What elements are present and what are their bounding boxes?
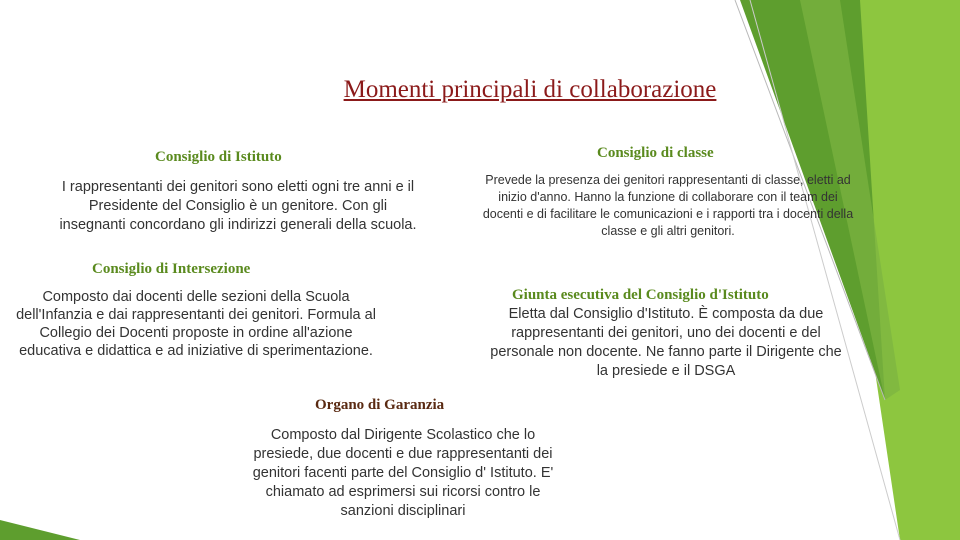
slide-title: Momenti principali di collaborazione (343, 76, 717, 103)
heading-consiglio-intersezione: Consiglio di Intersezione (92, 261, 251, 277)
heading-organo-garanzia: Organo di Garanzia (315, 397, 445, 413)
text-consiglio-istituto: I rappresentanti dei genitori sono eletti ogni tre anni e il Presidente del Consiglio è un genitore. Con gli insegnanti concordano gli indirizzi generali della scuola. (59, 179, 417, 233)
heading-consiglio-istituto: Consiglio di Istituto (155, 149, 282, 165)
bottom-left-green-corner (0, 520, 80, 540)
text-giunta-esecutiva: Eletta dal Consiglio d'Istituto. È composta da due rappresentanti dei genitori, uno dei docenti e del personale non docente. Ne fanno parte il Dirigente che la presiede e il DSGA (490, 306, 842, 379)
text-organo-garanzia: Composto dal Dirigente Scolastico che lo presiede, due docenti e due rappresentanti dei genitori facenti parte del Consiglio d' Istituto. E' chiamato ad esprimersi sui ricorsi contro le sanzioni disciplinari (252, 427, 554, 519)
heading-giunta-esecutiva: Giunta esecutiva del Consiglio d'Istituto (512, 287, 769, 303)
text-consiglio-classe: Prevede la presenza dei genitori rappresentanti di classe, eletti ad inizio d'anno. Hanno la funzione di collaborare con il team dei docenti e di facilitare le comunicazioni e i rapporti tra i docenti della classe e gli altri genitori. (482, 173, 854, 238)
heading-consiglio-classe: Consiglio di classe (597, 145, 714, 161)
text-consiglio-intersezione: Composto dai docenti delle sezioni della Scuola dell'Infanzia e dai rappresentanti dei genitori. Formula al Collegio dei Docenti proposte in ordine all'azione educativa e didattica e ad iniziative di sperimentazione. (16, 289, 376, 359)
